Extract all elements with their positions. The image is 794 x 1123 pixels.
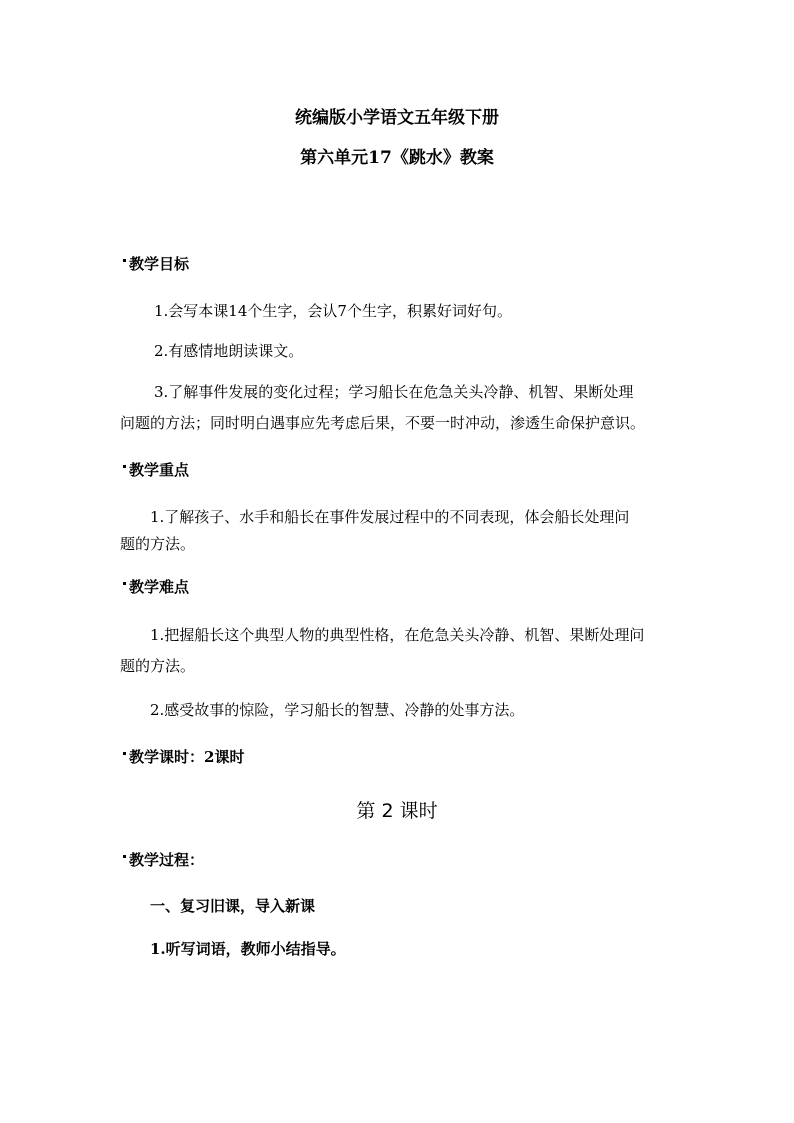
- bullet-marker: [123, 855, 126, 858]
- difficulty-item: 2.感受故事的惊险，学习船长的智慧、冷静的处事方法。: [150, 701, 525, 719]
- key-points-heading-text: 教学重点: [129, 461, 190, 479]
- bullet-marker: [123, 582, 126, 585]
- hours-heading-text: 教学课时：2课时: [129, 748, 245, 766]
- key-points-heading: [123, 460, 189, 480]
- process-heading-text: 教学过程：: [129, 851, 205, 869]
- difficulties-heading: [123, 577, 189, 597]
- bullet-marker: [123, 752, 126, 755]
- key-point-item: 1.了解孩子、水手和船长在事件发展过程中的不同表现，体会船长处理问: [150, 508, 630, 526]
- difficulty-item: 1.把握船长这个典型人物的典型性格，在危急关头冷静、机智、果断处理问: [150, 626, 645, 644]
- difficulty-item-continued: 题的方法。: [120, 657, 196, 675]
- objectives-heading-text: 教学目标: [129, 255, 190, 273]
- bullet-marker: [123, 259, 126, 262]
- lesson-title: 第 2 课时: [356, 800, 438, 822]
- objective-item: 2.有感情地朗读课文。: [154, 342, 304, 360]
- objective-item: 3.了解事件发展的变化过程；学习船长在危急关头冷静、机智、果断处理: [154, 383, 634, 401]
- objective-item: 1.会写本课14个生字，会认7个生字，积累好词好句。: [154, 302, 512, 320]
- document-subtitle: 第六单元17《跳水》教案: [300, 148, 494, 168]
- objective-item-continued: 问题的方法；同时明白遇事应先考虑后果，不要一时冲动，渗透生命保护意识。: [120, 414, 646, 432]
- hours-heading: [123, 747, 244, 767]
- objectives-heading: [123, 254, 189, 274]
- process-step: 1.听写词语，教师小结指导。: [150, 940, 346, 958]
- key-point-item-continued: 题的方法。: [120, 535, 196, 553]
- bullet-marker: [123, 465, 126, 468]
- process-section-heading: 一、复习旧课，导入新课: [150, 897, 316, 915]
- process-heading: [123, 850, 204, 870]
- document-title: 统编版小学语文五年级下册: [295, 108, 499, 128]
- difficulties-heading-text: 教学难点: [129, 578, 190, 596]
